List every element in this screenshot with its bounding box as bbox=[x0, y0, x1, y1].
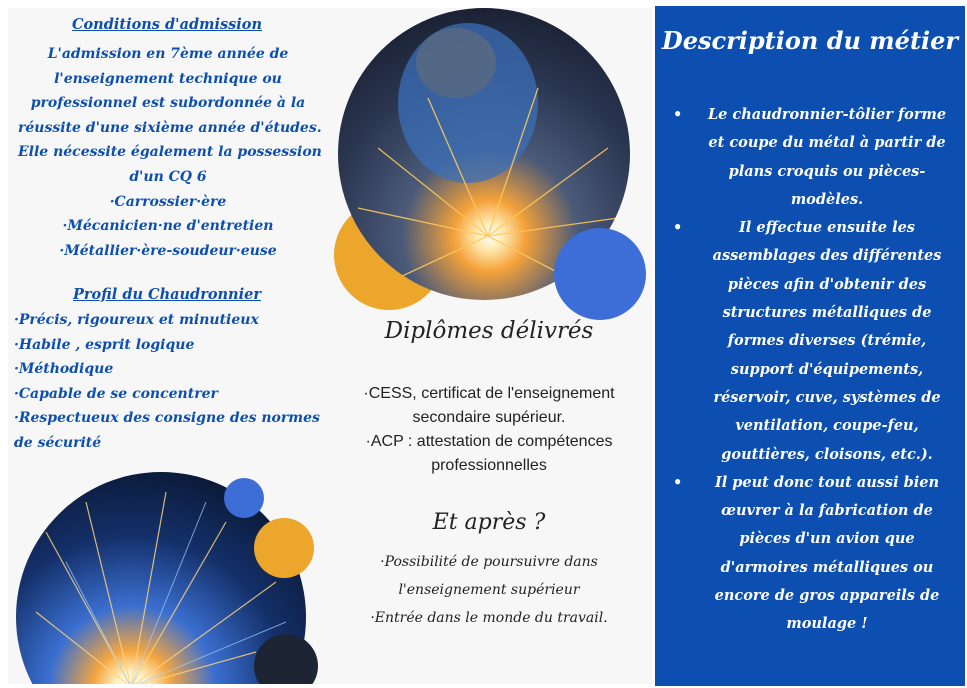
bullet-icon: • bbox=[673, 219, 683, 237]
apres-line: ·Entrée dans le monde du travail. bbox=[370, 610, 608, 626]
decor-blue-circle bbox=[554, 228, 646, 320]
bullet-icon: • bbox=[673, 473, 683, 491]
description-text: Il peut donc tout aussi bien œuvrer à la fabrication de pièces d'un avion que d'armoires métalliques ou encore de gros appareils de moulage ! bbox=[714, 473, 940, 633]
profil-list bbox=[14, 308, 322, 456]
apres-text bbox=[332, 548, 646, 632]
admission-title: Conditions d'admission bbox=[71, 16, 263, 33]
bullet-icon: • bbox=[673, 106, 683, 123]
description-item bbox=[673, 214, 955, 469]
diplomes-line: ·CESS, certificat de l'enseignement bbox=[363, 385, 615, 402]
admission-line: réussite d'une sixième année d'études. bbox=[18, 119, 322, 136]
description-list bbox=[673, 101, 955, 639]
admission-line: ·Métallier·ère-soudeur·euse bbox=[59, 242, 277, 259]
description-item bbox=[673, 469, 955, 639]
diplomes-title: Diplômes délivrés bbox=[384, 318, 594, 344]
profil-item: ·Capable de se concentrer bbox=[14, 385, 218, 402]
profil-title: Profil du Chaudronnier bbox=[73, 286, 261, 303]
diplomes-line: ·ACP : attestation de compétences bbox=[365, 433, 613, 450]
admission-line: L'admission en 7ème année de bbox=[47, 46, 289, 62]
profil-item: ·Méthodique bbox=[14, 361, 114, 378]
diplomes-text bbox=[332, 382, 646, 478]
apres-line: ·Possibilité de poursuivre dans bbox=[380, 554, 598, 570]
left-panel bbox=[8, 8, 326, 684]
profil-item: ·Habile , esprit logique bbox=[14, 336, 195, 353]
description-text: Il effectue ensuite les assemblages des différentes pièces afin d'obtenir des structures métalliques de formes diverses (trémie, support d'équipements, réservoir, cuve, systèmes de ventilation, coupe-feu, gouttières, cloisons, etc.). bbox=[712, 219, 942, 463]
admission-line: l'enseignement technique ou bbox=[54, 70, 282, 87]
diplomes-line: secondaire supérieur. bbox=[412, 409, 566, 426]
decor-dark-circle bbox=[254, 634, 318, 684]
admission-text bbox=[18, 42, 322, 263]
apres-line: l'enseignement supérieur bbox=[398, 582, 580, 598]
decor-orange-circle bbox=[254, 518, 314, 578]
diplomes-line: professionnelles bbox=[431, 457, 547, 474]
admission-line: Elle nécessite également la possession bbox=[18, 144, 322, 161]
apres-title: Et après ? bbox=[432, 510, 546, 535]
description-title: Description du métier bbox=[661, 26, 959, 55]
profil-item: ·Précis, rigoureux et minutieux bbox=[14, 312, 259, 328]
admission-line: ·Mécanicien·ne d'entretien bbox=[62, 218, 274, 235]
description-text: Le chaudronnier-tôlier forme et coupe du métal à partir de plans croquis ou pièces-modèles. bbox=[707, 106, 947, 208]
admission-line: professionnel est subordonnée à la bbox=[30, 95, 306, 112]
middle-panel bbox=[326, 8, 652, 684]
right-panel bbox=[655, 6, 965, 686]
profil-item: ·Respectueux des consigne des normes de sécurité bbox=[14, 410, 320, 451]
description-item bbox=[673, 101, 955, 214]
admission-line: ·Carrossier·ère bbox=[109, 193, 227, 210]
admission-line: d'un CQ 6 bbox=[129, 168, 207, 185]
decor-blue-dot bbox=[224, 478, 264, 518]
